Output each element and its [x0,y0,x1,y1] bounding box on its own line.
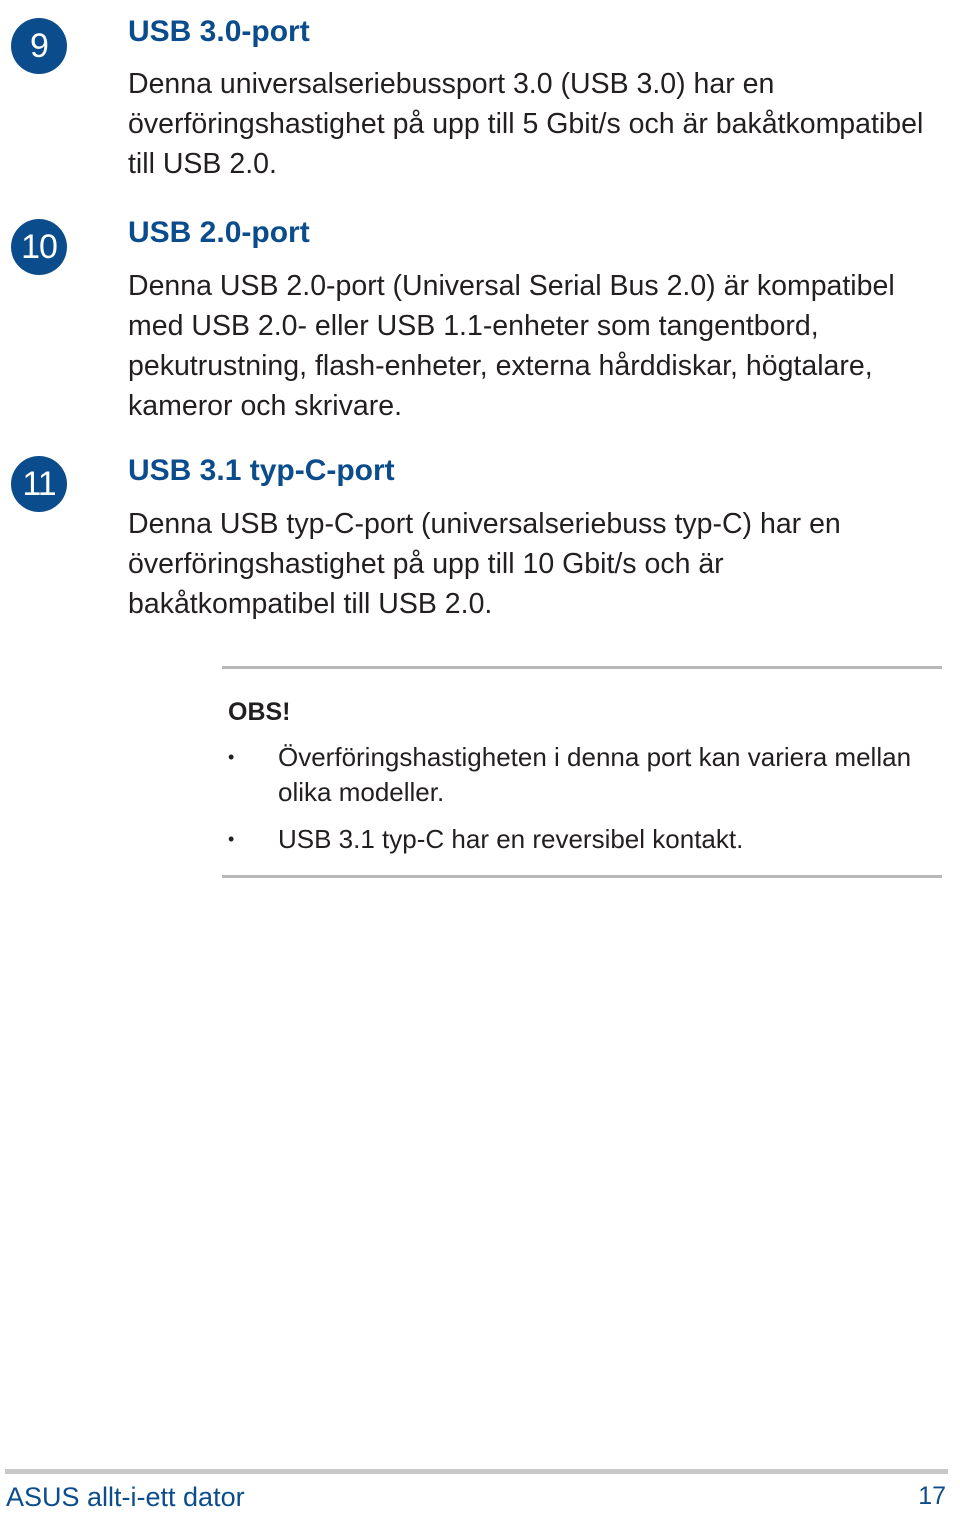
section-body-usb-3-1-type-c: Denna USB typ-C-port (universalseriebuss typ-C) har en överföringshastighet på upp till 10 Gbit/s och är bakåtkompatibel till USB 2.0. [128,508,841,620]
note-list [228,740,928,869]
note-item-text: Överföringshastigheten i denna port kan variera mellan olika modeller. [278,742,912,807]
note-item-2 [228,822,928,857]
section-heading-usb-3-0: USB 3.0-port [128,15,310,48]
bullet-icon: • [228,829,235,849]
page-number: 17 [918,1482,946,1510]
note-top-rule [222,666,942,669]
bullet-icon: • [228,747,235,767]
section-heading-usb-2-0: USB 2.0-port [128,216,310,249]
note-item-1 [228,740,928,810]
section-number-badge-11: 11 [11,456,67,512]
footer-rule [5,1469,948,1474]
note-item-text: USB 3.1 typ-C har en reversibel kontakt. [278,824,744,854]
section-number-badge-10: 10 [11,219,67,275]
section-heading-usb-3-1-type-c: USB 3.1 typ-C-port [128,454,395,487]
section-number-badge-9: 9 [11,18,67,74]
note-bottom-rule [222,875,942,878]
note-title: OBS! [228,698,291,726]
footer-title: ASUS allt-i-ett dator [6,1482,245,1512]
section-body-usb-2-0: Denna USB 2.0-port (Universal Serial Bus 2.0) är kompatibel med USB 2.0- eller USB 1.1-enheter som tangentbord, pekutrustning, flash-enheter, externa hårddiskar, högtalare, kameror och skrivare. [128,270,895,422]
section-body-usb-3-0: Denna universalseriebussport 3.0 (USB 3.0) har en överföringshastighet på upp till 5 Gbit/s och är bakåtkompatibel till USB 2.0. [128,68,924,180]
